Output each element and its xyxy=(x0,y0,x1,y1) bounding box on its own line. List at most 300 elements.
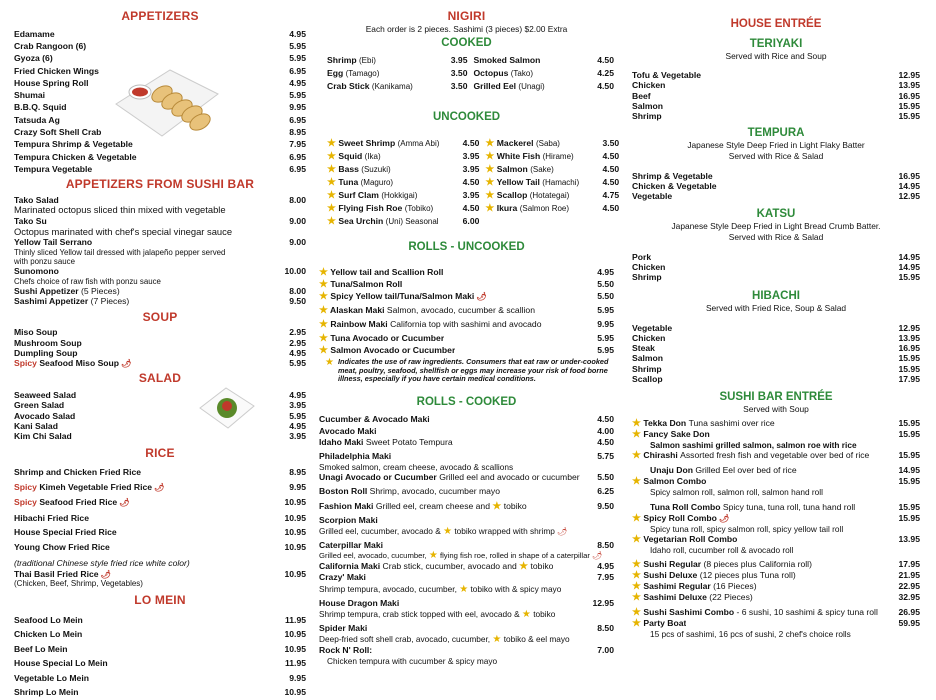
item-japanese-name: (Hokkigai) xyxy=(381,190,418,200)
cooked-heading: COOKED xyxy=(441,36,492,49)
item-description-text: Smoked salmon, cream cheese, avocado & scallions xyxy=(319,462,514,473)
item-price: 3.95 xyxy=(462,163,480,174)
item-name-text: Avocado Salad xyxy=(14,410,76,421)
menu-item xyxy=(632,592,920,603)
menu-item xyxy=(632,101,920,111)
raw-warning xyxy=(325,358,610,383)
menu-item xyxy=(632,570,920,581)
nigiri-item-name xyxy=(327,137,439,150)
item-name xyxy=(632,450,869,461)
item-price: 4.50 xyxy=(462,176,480,187)
item-name-text: Seafood Fried Rice xyxy=(39,497,118,508)
menu-item xyxy=(319,426,614,437)
item-description xyxy=(319,656,614,666)
tempura-sub2: Served with Rice & Salad xyxy=(728,150,824,161)
item-japanese-name: (Uni) Seasonal xyxy=(385,216,439,226)
column-left xyxy=(14,0,306,700)
item-price: 15.95 xyxy=(898,450,920,461)
menu-item xyxy=(632,513,920,524)
item-price: 8.95 xyxy=(289,127,306,137)
item-name xyxy=(14,126,101,138)
item-description-line: Idaho roll, cucumber roll & avocado roll xyxy=(650,544,794,555)
item-name-text: Tuna Avocado or Cucumber xyxy=(330,332,445,343)
menu-item xyxy=(14,525,306,540)
item-price: 4.95 xyxy=(289,420,306,431)
salad-list xyxy=(14,390,306,441)
column-middle xyxy=(319,0,620,667)
item-price: 15.95 xyxy=(898,512,920,523)
menu-item xyxy=(14,627,306,642)
item-name xyxy=(14,480,164,496)
item-name xyxy=(632,101,663,111)
item-name-text: Kimeh Vegetable Fried Rice xyxy=(39,481,153,492)
item-name xyxy=(14,101,67,113)
sushi-bar-appetizers-list xyxy=(14,195,306,307)
item-price: 14.95 xyxy=(898,465,920,476)
rice-list xyxy=(14,465,306,589)
katsu-sub: Japanese Style Deep Fried in Light Bread Crumb Batter. xyxy=(671,221,881,232)
item-price: 15.95 xyxy=(898,476,920,487)
item-name-text: Young Chow Fried Rice xyxy=(14,541,110,552)
item-price: 6.95 xyxy=(289,151,306,162)
item-price: 7.95 xyxy=(289,139,306,150)
rolls-uncooked-list xyxy=(319,266,614,356)
item-name xyxy=(14,525,117,540)
menu-item xyxy=(632,364,920,374)
menu-item xyxy=(14,237,306,247)
item-name-text: Spicy Yellow tail/Tuna/Salmon Maki xyxy=(330,291,475,302)
item-name-text: Tatsuda Ag xyxy=(14,114,60,125)
column-right xyxy=(632,0,920,639)
item-name-text: House Special Lo Mein xyxy=(14,658,108,669)
star-icon: ★ xyxy=(492,500,502,512)
item-price: 3.95 xyxy=(289,400,306,411)
menu-item xyxy=(319,316,614,332)
item-description: (12 pieces plus Tuna roll) xyxy=(699,569,796,580)
item-description-2: tobiko xyxy=(530,561,554,572)
item-name-text: Thai Basil Fried Rice xyxy=(14,568,99,579)
item-price: 15.95 xyxy=(898,272,920,283)
item-price: 4.95 xyxy=(289,77,306,88)
item-name xyxy=(632,353,663,363)
item-name xyxy=(632,272,662,282)
rice-note: (traditional Chinese style fried rice white color) xyxy=(14,558,190,569)
nigiri-item-name xyxy=(327,202,439,215)
menu-item xyxy=(632,323,920,333)
menu-item xyxy=(632,272,920,282)
item-price: 6.95 xyxy=(289,163,306,174)
menu-item xyxy=(632,80,920,90)
menu-item xyxy=(319,278,614,290)
menu-item xyxy=(319,472,614,483)
item-name xyxy=(14,540,110,555)
house-entree-heading: HOUSE ENTRÉE xyxy=(730,18,822,30)
item-name-text: California Maki xyxy=(319,561,381,572)
item-name-text: Squid xyxy=(338,150,363,161)
item-name-text: Idaho Maki xyxy=(319,436,364,447)
item-price: 10.95 xyxy=(284,497,306,508)
katsu-heading: KATSU xyxy=(756,208,796,221)
item-name xyxy=(319,332,444,344)
item-price: 5.95 xyxy=(597,344,614,355)
nigiri-item-name xyxy=(485,163,579,176)
item-price: 4.50 xyxy=(602,150,620,161)
nigiri-item-name xyxy=(485,137,579,150)
item-name xyxy=(319,304,535,316)
item-name xyxy=(14,151,137,163)
item-name-text: Fried Chicken Wings xyxy=(14,65,99,76)
chili-pepper-icon: 🌶 xyxy=(474,292,487,302)
item-name-text: Ikura xyxy=(496,202,518,213)
item-price: 4.50 xyxy=(462,202,480,213)
item-price: 8.95 xyxy=(289,467,306,478)
item-name-text: Edamame xyxy=(14,28,55,39)
item-name-text: Mackerel xyxy=(496,137,534,148)
item-name xyxy=(14,465,141,480)
star-icon: ★ xyxy=(632,617,641,629)
item-price: 15.95 xyxy=(898,100,920,111)
menu-item xyxy=(632,171,920,181)
item-price: 12.95 xyxy=(898,70,920,81)
item-name-text: Vegetarian Roll Combo xyxy=(643,533,738,544)
item-price: 16.95 xyxy=(898,343,920,354)
appetizers-heading: APPETIZERS xyxy=(121,9,199,23)
item-japanese-name: (Saba) xyxy=(535,138,560,148)
item-price: 5.95 xyxy=(289,358,306,369)
item-name xyxy=(319,266,443,278)
item-name xyxy=(632,343,655,353)
katsu-list xyxy=(632,252,920,283)
item-name-text: Party Boat xyxy=(643,617,687,628)
item-name-text: Kim Chi Salad xyxy=(14,431,72,442)
sushi-bar-entree-sub: Served with Soup xyxy=(743,404,809,415)
item-price: 9.95 xyxy=(289,672,306,683)
item-name xyxy=(632,592,753,603)
item-price: 9.95 xyxy=(289,481,306,492)
item-name-text: Chicken xyxy=(632,80,666,91)
item-price: 2.95 xyxy=(289,337,306,348)
item-description: Sweet Potato Tempura xyxy=(365,436,453,447)
item-name-text: Sushi Deluxe xyxy=(643,569,698,580)
item-name-text: Sushi Regular xyxy=(643,558,702,569)
item-name xyxy=(632,80,665,90)
nigiri-item-name xyxy=(485,189,579,202)
menu-item xyxy=(14,358,306,369)
item-japanese-name: (Amma Abi) xyxy=(397,138,440,148)
item-price: 4.00 xyxy=(597,425,614,436)
item-name xyxy=(632,70,701,80)
nigiri-subtitle: Each order is 2 pieces. Sashimi (3 pieces) $2.00 Extra xyxy=(365,23,568,34)
item-price: 3.95 xyxy=(450,54,468,65)
star-icon: ★ xyxy=(319,318,328,330)
star-icon: ★ xyxy=(327,202,336,214)
item-name-text: Caterpillar Maki xyxy=(319,540,383,551)
menu-item xyxy=(14,431,306,441)
item-price: 12.95 xyxy=(898,191,920,202)
item-name-text: Steak xyxy=(632,343,655,354)
item-price: 5.50 xyxy=(597,291,614,302)
item-price: 10.95 xyxy=(284,643,306,654)
item-name-text: Sashimi Regular xyxy=(643,580,711,591)
item-price: 4.75 xyxy=(602,189,620,200)
item-japanese-name: (Kanikama) xyxy=(371,81,413,91)
item-name-text: Tuna/Salmon Roll xyxy=(330,279,403,290)
item-description: California top with sashimi and avocado xyxy=(390,318,542,329)
item-name xyxy=(319,426,376,437)
item-name-text: Shrimp xyxy=(632,363,662,374)
item-name-text: Flying Fish Roe xyxy=(338,202,403,213)
item-name-text: Tempura Shrimp & Vegetable xyxy=(14,139,133,150)
menu-item xyxy=(632,191,920,201)
item-name xyxy=(319,278,402,290)
item-name-text: Tekka Don xyxy=(643,418,687,429)
menu-item xyxy=(319,332,614,344)
tempura-sub: Japanese Style Deep Fried in Light Flaky Batter xyxy=(687,140,865,151)
item-name-text: Vegetable xyxy=(632,322,673,333)
item-price: 15.95 xyxy=(898,418,920,429)
item-name xyxy=(632,171,713,181)
item-description: - 6 sushi, 10 sashimi & spicy tuna roll xyxy=(736,606,878,617)
item-price: 10.95 xyxy=(284,527,306,538)
item-price: 4.50 xyxy=(462,137,480,148)
item-name xyxy=(14,511,89,526)
item-name-text: House Spring Roll xyxy=(14,77,89,88)
item-price: 13.95 xyxy=(898,533,920,544)
menu-item xyxy=(632,618,920,629)
item-japanese-name: (Salmon Roe) xyxy=(519,203,570,213)
item-price: 5.95 xyxy=(289,90,306,101)
item-name xyxy=(632,581,757,592)
item-price: 8.50 xyxy=(597,622,614,633)
item-price: 5.95 xyxy=(289,53,306,64)
item-name xyxy=(319,598,399,609)
star-icon: ★ xyxy=(632,429,641,441)
item-japanese-name: (Tobiko) xyxy=(404,203,434,213)
teriyaki-heading: TERIYAKI xyxy=(749,38,803,51)
item-name-text: Sashimi Deluxe xyxy=(643,591,707,602)
menu-item xyxy=(14,266,306,276)
item-name xyxy=(14,52,53,64)
item-name-text: Crab Stick xyxy=(327,80,370,91)
menu-item xyxy=(632,429,920,440)
nigiri-item-name xyxy=(327,215,439,228)
item-description-2: tobiko xyxy=(503,500,527,511)
item-price: 8.00 xyxy=(289,285,306,296)
item-description-text-2: flying fish roe, rolled in shape of a caterpillar xyxy=(439,551,590,561)
item-description: Chefs choice of raw fish with ponzu sauce xyxy=(14,276,161,286)
item-name-text: Fancy Sake Don xyxy=(643,429,710,440)
item-name-text: House Dragon Maki xyxy=(319,597,400,608)
item-price: 3.95 xyxy=(289,431,306,442)
item-name-text: Tako Salad xyxy=(14,194,59,205)
menu-item xyxy=(14,163,306,175)
item-description: Octopus marinated with chef's special vinegar sauce xyxy=(14,225,233,237)
item-price: 6.25 xyxy=(597,486,614,497)
item-name-text: Scorpion Maki xyxy=(319,514,378,525)
lo-mein-heading: LO MEIN xyxy=(134,593,186,608)
item-name xyxy=(14,656,108,671)
item-name xyxy=(632,364,662,374)
item-name xyxy=(632,181,717,191)
item-price: 11.95 xyxy=(284,658,306,669)
item-name-text: Chicken xyxy=(632,333,666,344)
star-icon: ★ xyxy=(327,176,336,188)
item-name xyxy=(14,627,82,642)
item-name xyxy=(632,465,797,476)
menu-item xyxy=(14,569,306,580)
item-description-text: Deep-fried soft shell crab, avocado, cucumber, xyxy=(319,634,491,645)
star-icon: ★ xyxy=(492,634,502,646)
nigiri-item-name xyxy=(327,54,428,67)
menu-item xyxy=(632,252,920,262)
item-description: Tuna sashimi over rice xyxy=(688,418,775,429)
item-name-text: Fashion Maki xyxy=(319,500,374,511)
star-icon: ★ xyxy=(319,332,328,344)
menu-item xyxy=(14,151,306,163)
item-name-text: House Special Fried Rice xyxy=(14,527,117,538)
item-note: (5 Pieces) xyxy=(81,285,120,296)
item-name-text: Boston Roll xyxy=(319,486,368,497)
star-icon: ★ xyxy=(632,476,641,488)
item-name-text: Sushi Sashimi Combo xyxy=(643,606,735,617)
item-name xyxy=(632,429,710,440)
item-japanese-name: (Maguro) xyxy=(360,177,394,187)
item-price: 16.95 xyxy=(898,170,920,181)
item-price: 9.00 xyxy=(289,216,306,227)
item-description-text: Shrimp tempura, crab stick topped with eel, avocado & xyxy=(319,608,520,619)
item-name-text: Chicken xyxy=(632,262,666,273)
item-price: 4.50 xyxy=(602,176,620,187)
item-name xyxy=(14,411,75,421)
star-icon: ★ xyxy=(327,215,336,227)
item-name-text: Seafood Miso Soup xyxy=(39,358,120,369)
item-price: 10.95 xyxy=(284,629,306,640)
nigiri-item-name xyxy=(327,189,439,202)
nigiri-item-name xyxy=(474,67,575,80)
item-name-text: Salmon Avocado or Cucumber xyxy=(330,344,456,355)
item-price: 4.50 xyxy=(602,163,620,174)
item-name-text: Shumai xyxy=(14,90,46,101)
menu-item xyxy=(319,304,614,316)
item-price: 5.75 xyxy=(597,450,614,461)
item-name-text: Tuna Roll Combo xyxy=(650,501,721,512)
item-price: 14.95 xyxy=(898,251,920,262)
item-description-line: Salmon sashimi grilled salmon, salmon roe with rice xyxy=(650,440,857,451)
menu-item xyxy=(14,338,306,348)
item-name-text: Salmon xyxy=(632,100,664,111)
nigiri-item-name xyxy=(474,54,575,67)
item-name xyxy=(14,28,55,40)
item-name-text: Scallop xyxy=(496,189,528,200)
item-price: 8.00 xyxy=(289,194,306,205)
hibachi-heading: HIBACHI xyxy=(752,289,800,302)
menu-item xyxy=(632,374,920,384)
item-price: 15.95 xyxy=(898,363,920,374)
item-price: 32.95 xyxy=(898,591,920,602)
item-name-text: Shrimp and Chicken Fried Rice xyxy=(14,467,142,478)
item-name-text: Tofu & Vegetable xyxy=(632,70,702,81)
star-icon: ★ xyxy=(428,550,438,562)
item-description-text-2: tobiko wrapped with shrimp xyxy=(454,526,555,537)
item-price: 13.95 xyxy=(898,80,920,91)
item-name xyxy=(14,495,130,511)
menu-item xyxy=(14,540,306,555)
item-price: 59.95 xyxy=(898,617,920,628)
item-name-text: Salmon xyxy=(496,163,528,174)
item-name xyxy=(14,348,78,358)
item-price: 13.95 xyxy=(898,333,920,344)
tempura-heading: TEMPURA xyxy=(747,127,805,140)
item-name-text: Spider Maki xyxy=(319,622,368,633)
item-name-text: Tempura Vegetable xyxy=(14,163,93,174)
star-icon: ★ xyxy=(632,580,641,592)
star-icon: ★ xyxy=(485,189,495,201)
item-description: (22 Pieces) xyxy=(709,591,753,602)
item-description-text-2: tobiko xyxy=(533,608,556,619)
rolls-cooked-list xyxy=(319,414,614,666)
star-icon: ★ xyxy=(459,583,469,595)
spicy-label: Spicy xyxy=(14,497,37,508)
menu-item xyxy=(14,348,306,358)
item-price: 10.95 xyxy=(284,687,306,698)
item-japanese-name: (Tamago) xyxy=(345,68,380,78)
item-name xyxy=(14,358,131,369)
item-description xyxy=(319,584,614,595)
item-name xyxy=(319,472,580,483)
item-name xyxy=(14,338,82,348)
menu-item xyxy=(632,262,920,272)
star-icon: ★ xyxy=(485,202,495,214)
item-description: Grilled eel, cream cheese and xyxy=(375,500,490,511)
item-price: 4.50 xyxy=(597,436,614,447)
menu-item xyxy=(14,656,306,671)
item-price: 17.95 xyxy=(898,373,920,384)
item-price: 7.95 xyxy=(597,572,614,583)
item-price: 14.95 xyxy=(898,181,920,192)
item-price: 10.00 xyxy=(284,266,306,277)
menu-item xyxy=(632,476,920,487)
item-price: 11.95 xyxy=(284,614,306,625)
menu-item xyxy=(632,534,920,545)
item-name xyxy=(14,286,120,296)
star-icon: ★ xyxy=(319,344,328,356)
item-price: 14.95 xyxy=(898,262,920,273)
item-name xyxy=(632,559,812,570)
item-name-text: Pork xyxy=(632,251,652,262)
item-name-text: Yellow Tail Serrano xyxy=(14,237,93,248)
star-icon: ★ xyxy=(319,304,328,316)
nigiri-item-name xyxy=(485,150,579,163)
item-name xyxy=(14,421,58,431)
sushi-bar-appetizers-heading: APPETIZERS FROM SUSHI BAR xyxy=(65,177,255,192)
item-name-text: Gyoza (6) xyxy=(14,53,53,64)
item-price: 6.00 xyxy=(462,215,480,226)
menu-item xyxy=(632,353,920,363)
item-name xyxy=(14,671,89,686)
spicy-label: Spicy xyxy=(14,358,37,369)
item-name xyxy=(632,607,878,618)
item-name xyxy=(319,572,366,583)
star-icon: ★ xyxy=(632,569,641,581)
soup-list xyxy=(14,327,306,369)
star-icon: ★ xyxy=(632,418,641,430)
item-name-text: Chicken & Vegetable xyxy=(632,181,717,192)
item-name-text: Vegetable xyxy=(632,191,673,202)
item-name-text: Crazy Soft Shell Crab xyxy=(14,127,102,137)
item-name xyxy=(14,89,45,101)
item-name xyxy=(319,414,430,425)
item-price: 2.95 xyxy=(289,327,306,338)
